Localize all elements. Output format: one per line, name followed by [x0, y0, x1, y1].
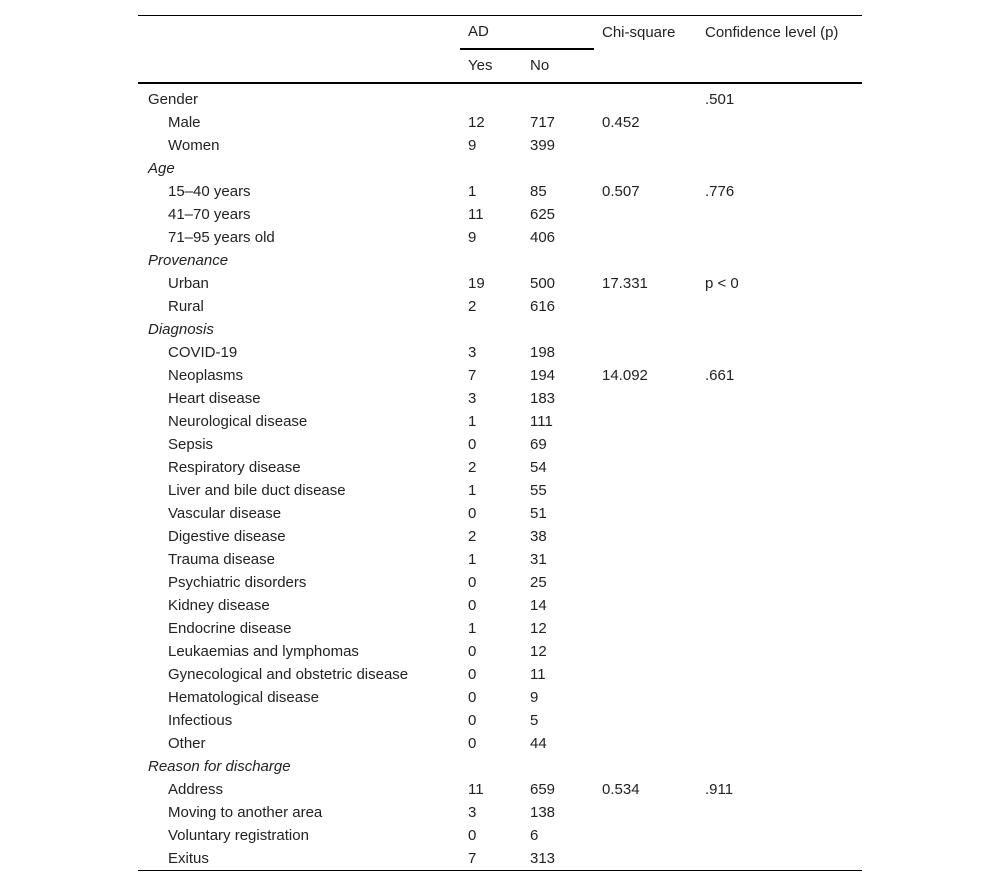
ad-yes-count: 11 [468, 206, 484, 223]
p-value [697, 824, 862, 847]
group-row-diagnosis [138, 318, 862, 341]
p-value [697, 732, 862, 755]
p-value: .661 [705, 367, 735, 384]
table-row [138, 295, 862, 318]
empty-cell [594, 318, 697, 341]
ad-yes-count: 0 [468, 505, 477, 522]
ad-yes-count: 3 [468, 344, 477, 361]
empty-cell [697, 157, 862, 180]
group-row-discharge [138, 755, 862, 778]
chi-square-value [594, 479, 697, 502]
ad-yes-count: 11 [468, 781, 484, 798]
table-row [138, 824, 862, 847]
ad-no-count: 9 [530, 689, 539, 706]
empty-cell [522, 755, 594, 778]
chi-square-value [594, 686, 697, 709]
table-row [138, 364, 862, 387]
row-label: Liver and bile duct disease [168, 482, 346, 499]
p-value [697, 571, 862, 594]
ad-yes-count: 1 [468, 620, 477, 637]
row-label: 41–70 years [168, 206, 251, 223]
ad-no-count: 198 [530, 344, 556, 361]
group-label-gender: Gender [148, 91, 199, 108]
row-label: 71–95 years old [168, 229, 275, 246]
header-row-1 [138, 16, 862, 50]
ad-no-count: 55 [530, 482, 547, 499]
p-value [697, 387, 862, 410]
chi-square-value [594, 847, 697, 871]
ad-no-count: 54 [530, 459, 547, 476]
p-value: p < 0 [705, 275, 739, 292]
row-label: COVID-19 [168, 344, 238, 361]
chi-square-value [594, 617, 697, 640]
ad-yes-count: 1 [468, 482, 477, 499]
ad-yes-count: 0 [468, 574, 477, 591]
table-row [138, 410, 862, 433]
chi-square-value [594, 801, 697, 824]
p-value [697, 617, 862, 640]
empty-cell [460, 157, 522, 180]
chi-square-value [594, 732, 697, 755]
p-value [697, 226, 862, 249]
ad-no-count: 51 [530, 505, 547, 522]
ad-no-count: 31 [530, 551, 547, 568]
group-row-age [138, 157, 862, 180]
chi-square-value [594, 456, 697, 479]
ad-no-count: 313 [522, 847, 594, 871]
ad-no-count: 11 [530, 666, 546, 683]
p-value [697, 502, 862, 525]
header-empty-cell [697, 49, 862, 83]
table-row [138, 433, 862, 456]
empty-cell [594, 755, 697, 778]
ad-no-count: 44 [530, 735, 547, 752]
group-label-discharge: Reason for discharge [148, 758, 291, 775]
header-yes: Yes [460, 49, 522, 83]
p-value [697, 663, 862, 686]
p-value [697, 456, 862, 479]
p-value [697, 709, 862, 732]
row-label: Infectious [168, 712, 233, 729]
ad-no-count: 406 [530, 229, 556, 246]
ad-no-count: 625 [530, 206, 556, 223]
ad-yes-count: 1 [468, 183, 477, 200]
group-label-age: Age [148, 160, 175, 177]
p-value [697, 686, 862, 709]
row-label: Trauma disease [168, 551, 275, 568]
table-row [138, 387, 862, 410]
ad-no-count: 14 [530, 597, 547, 614]
table-row [138, 709, 862, 732]
empty-cell [460, 755, 522, 778]
ad-yes-count: 1 [468, 413, 477, 430]
table-row [138, 686, 862, 709]
ad-no-count: 138 [530, 804, 556, 821]
chi-square-value [594, 594, 697, 617]
row-label: Urban [168, 275, 209, 292]
empty-cell [460, 249, 522, 272]
ad-no-count: 25 [530, 574, 547, 591]
ad-no-count: 111 [530, 413, 553, 430]
p-value [697, 295, 862, 318]
p-value [697, 111, 862, 134]
p-value [697, 341, 862, 364]
chi-square-value [594, 525, 697, 548]
row-label: Heart disease [168, 390, 261, 407]
row-label: Voluntary registration [168, 827, 309, 844]
ad-no-count: 12 [530, 643, 547, 660]
p-value [697, 525, 862, 548]
ad-no-count: 38 [530, 528, 547, 545]
header-confidence-level: Confidence level (p) [697, 16, 862, 50]
table-row [138, 663, 862, 686]
chi-square-value [594, 824, 697, 847]
ad-no-count: 5 [530, 712, 539, 729]
p-value [697, 203, 862, 226]
empty-cell [522, 318, 594, 341]
gender-p-value: .501 [705, 91, 735, 108]
ad-yes-count: 3 [468, 390, 477, 407]
row-label: Address [168, 781, 224, 798]
row-label: Rural [168, 298, 204, 315]
header-empty-cell [138, 16, 460, 50]
table-row [138, 847, 862, 871]
row-label: Leukaemias and lymphomas [168, 643, 359, 660]
empty-cell [697, 755, 862, 778]
table-row [138, 778, 862, 801]
table-row [138, 111, 862, 134]
table-row [138, 502, 862, 525]
row-label: Male [168, 114, 201, 131]
table-body [138, 83, 862, 871]
row-label: Gynecological and obstetric disease [168, 666, 409, 683]
p-value [697, 801, 862, 824]
row-label: 15–40 years [168, 183, 251, 200]
row-label: Exitus [138, 847, 460, 871]
group-row-gender [138, 83, 862, 111]
ad-yes-count: 0 [468, 712, 477, 729]
header-ad: AD [460, 16, 594, 50]
p-value [697, 847, 862, 871]
row-label: Moving to another area [168, 804, 323, 821]
table-row [138, 571, 862, 594]
chi-square-value [594, 341, 697, 364]
ad-yes-count: 0 [468, 597, 477, 614]
chi-square-value [594, 571, 697, 594]
ad-no-count: 399 [530, 137, 556, 154]
header-empty-cell [138, 49, 460, 83]
table-row [138, 456, 862, 479]
ad-yes-count: 0 [468, 643, 477, 660]
ad-yes-count: 0 [468, 827, 477, 844]
header-empty-cell [594, 49, 697, 83]
table-row [138, 203, 862, 226]
ad-yes-count: 7 [460, 847, 522, 871]
header-chi-square: Chi-square [594, 16, 697, 50]
table-row [138, 640, 862, 663]
row-label: Other [168, 735, 206, 752]
ad-no-count: 194 [530, 367, 556, 384]
ad-yes-count: 0 [468, 689, 477, 706]
chi-square-value [594, 134, 697, 157]
header-no: No [522, 49, 594, 83]
chi-square-value [594, 387, 697, 410]
statistics-table [138, 15, 862, 871]
table-header [138, 16, 862, 84]
empty-cell [697, 249, 862, 272]
group-row-provenance [138, 249, 862, 272]
row-label: Sepsis [168, 436, 214, 453]
p-value: .911 [705, 781, 734, 798]
ad-yes-count: 7 [468, 367, 477, 384]
p-value: .776 [705, 183, 735, 200]
empty-cell [697, 318, 862, 341]
chi-square-value [594, 502, 697, 525]
chi-square-value: 0.507 [602, 183, 640, 200]
chi-square-value [594, 433, 697, 456]
row-label: Vascular disease [168, 505, 282, 522]
empty-cell [522, 157, 594, 180]
ad-no-count: 183 [530, 390, 556, 407]
table-row [138, 594, 862, 617]
chi-square-value: 17.331 [602, 275, 648, 292]
ad-yes-count: 0 [468, 735, 477, 752]
chi-square-value: 0.452 [602, 114, 640, 131]
p-value [697, 134, 862, 157]
group-label-diagnosis: Diagnosis [148, 321, 214, 338]
ad-yes-count: 9 [468, 229, 477, 246]
table-row [138, 617, 862, 640]
ad-no-count: 69 [530, 436, 547, 453]
row-label: Neurological disease [168, 413, 308, 430]
table-row [138, 732, 862, 755]
row-label: Digestive disease [168, 528, 286, 545]
p-value [697, 548, 862, 571]
table-row [138, 341, 862, 364]
p-value [697, 410, 862, 433]
empty-cell [594, 249, 697, 272]
empty-cell [594, 157, 697, 180]
p-value [697, 479, 862, 502]
ad-yes-count: 2 [468, 528, 477, 545]
chi-square-value [594, 640, 697, 663]
row-label: Kidney disease [168, 597, 270, 614]
ad-no-count: 6 [530, 827, 539, 844]
chi-square-value [594, 295, 697, 318]
ad-yes-count: 1 [468, 551, 477, 568]
ad-yes-count: 19 [468, 275, 485, 292]
chi-square-value [594, 548, 697, 571]
ad-no-count: 616 [530, 298, 556, 315]
chi-square-value [594, 663, 697, 686]
ad-no-count: 500 [530, 275, 556, 292]
ad-no-count: 12 [530, 620, 547, 637]
table-row [138, 272, 862, 295]
row-label: Hematological disease [168, 689, 319, 706]
chi-square-value [594, 226, 697, 249]
empty-cell [522, 249, 594, 272]
ad-no-count: 85 [530, 183, 547, 200]
table-row [138, 801, 862, 824]
chi-square-value: 0.534 [602, 781, 640, 798]
group-label-provenance: Provenance [148, 252, 229, 269]
table-row [138, 479, 862, 502]
chi-square-value [594, 203, 697, 226]
table-row [138, 134, 862, 157]
row-label: Psychiatric disorders [168, 574, 307, 591]
header-row-2 [138, 49, 862, 83]
table-row [138, 525, 862, 548]
table-row [138, 226, 862, 249]
statistics-table-container [138, 15, 862, 871]
row-label: Neoplasms [168, 367, 244, 384]
p-value [697, 433, 862, 456]
chi-square-value [594, 410, 697, 433]
ad-no-count: 717 [530, 114, 556, 131]
ad-yes-count: 0 [468, 666, 477, 683]
ad-no-count: 659 [530, 781, 556, 798]
ad-yes-count: 3 [468, 804, 477, 821]
table-row [138, 548, 862, 571]
chi-square-value: 14.092 [602, 367, 648, 384]
empty-cell [460, 318, 522, 341]
row-label: Women [168, 137, 220, 154]
ad-yes-count: 12 [468, 114, 485, 131]
ad-yes-count: 9 [468, 137, 477, 154]
ad-yes-count: 2 [468, 459, 477, 476]
row-label: Endocrine disease [168, 620, 292, 637]
chi-square-value [594, 709, 697, 732]
table-row [138, 180, 862, 203]
ad-yes-count: 0 [468, 436, 477, 453]
p-value [697, 640, 862, 663]
p-value [697, 594, 862, 617]
row-label: Respiratory disease [168, 459, 301, 476]
ad-yes-count: 2 [468, 298, 477, 315]
